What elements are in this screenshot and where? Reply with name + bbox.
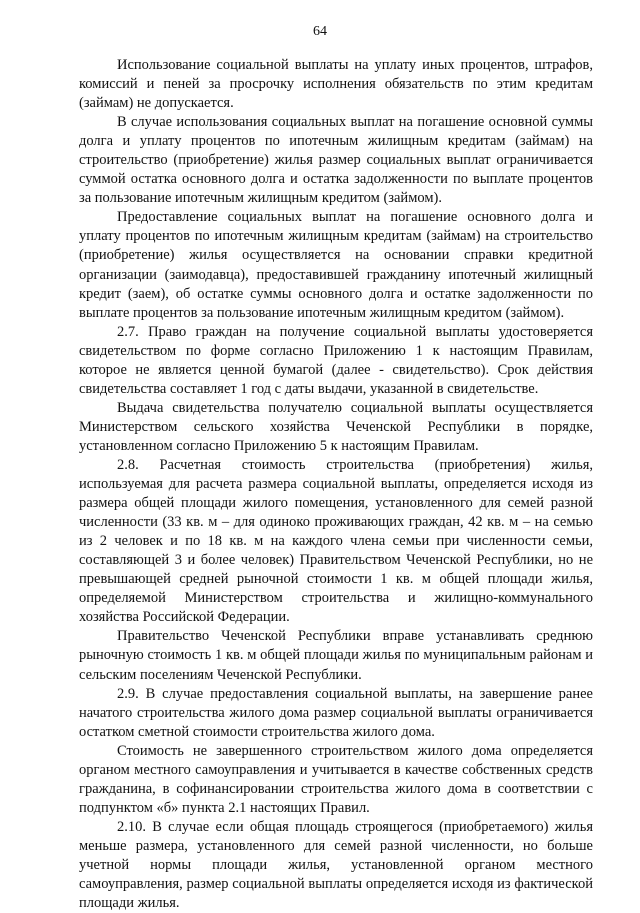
paragraph-5: Выдача свидетельства получателю социальной выплаты осуществляется Министерством сельского хозяйства Чеченской Республики в порядке, установленном согласно Приложению 5 к настоящим Правилам. xyxy=(79,399,593,454)
paragraph-7: Правительство Чеченской Республики вправе устанавливать среднюю рыночную стоимость 1 кв. м общей площади жилья по муниципальным районам и сельским поселениям Чеченской Республики. xyxy=(79,628,593,683)
paragraph-10: 2.10. В случае если общая площадь строящегося (приобретаемого) жилья меньше размера, установленного для семей разной численности, но больше учетной нормы площади жилья, установленной органом местного самоуправления, размер социальной выплаты определяется исходя из фактической площади жилья. xyxy=(79,818,593,912)
paragraph-8: 2.9. В случае предоставления социальной выплаты, на завершение ранее начатого строительства жилого дома размер социальной выплаты ограничивается остатком сметной стоимости строительства жилого дома. xyxy=(79,685,593,740)
document-body xyxy=(79,56,593,913)
paragraph-3: Предоставление социальных выплат на погашение основного долга и уплату процентов по ипотечным жилищным кредитам (займам) на строительство (приобретение) жилья осуществляется на основании справки кредитной организации (заимодавца), предоставившей гражданину ипотечный жилищный кредит (заем), об остатке суммы основного долга и остатке задолженности по выплате процентов за пользование ипотечным жилищным кредитом (займом). xyxy=(79,209,593,321)
paragraph-9: Стоимость не завершенного строительством жилого дома определяется органом местного самоуправления и учитывается в качестве собственных средств гражданина, в софинансировании строительства жилого дома в соответствии с подпунктом «б» пункта 2.1 настоящих Правил. xyxy=(79,742,593,816)
paragraph-6: 2.8. Расчетная стоимость строительства (приобретения) жилья, используемая для расчета размера социальной выплаты, определяется исходя из размера общей площади жилого помещения, установленного для семей разной численности (33 кв. м – для одиноко проживающих граждан, 42 кв. м – на семью из 2 человек и по 18 кв. м на каждого члена семьи при численности семьи, составляющей 3 и более человек) Правительством Чеченской Республики, но не превышающей средней рыночной стоимости 1 кв. м общей площади жилья, определяемой Министерством строительства и жилищно-коммунального хозяйства Российской Федерации. xyxy=(79,456,593,626)
paragraph-2: В случае использования социальных выплат на погашение основной суммы долга и уплату процентов по ипотечным жилищным кредитам (займам) на строительство (приобретение) жилья размер социальных выплат ограничивается суммой остатка основного долга и остатка задолженности по выплате процентов за пользование ипотечным жилищным кредитом (займом). xyxy=(79,114,593,207)
paragraph-4: 2.7. Право граждан на получение социальной выплаты удостоверяется свидетельством по форме согласно Приложению 1 к настоящим Правилам, которое не является ценной бумагой (далее - свидетельство). Срок действия свидетельства составляет 1 год с даты выдачи, указанной в свидетельстве. xyxy=(79,323,593,397)
page-number: 64 xyxy=(313,24,327,39)
paragraph-1: Использование социальной выплаты на уплату иных процентов, штрафов, комиссий и пеней за просрочку исполнения обязательств по этим кредитам (займам) не допускается. xyxy=(79,57,593,112)
